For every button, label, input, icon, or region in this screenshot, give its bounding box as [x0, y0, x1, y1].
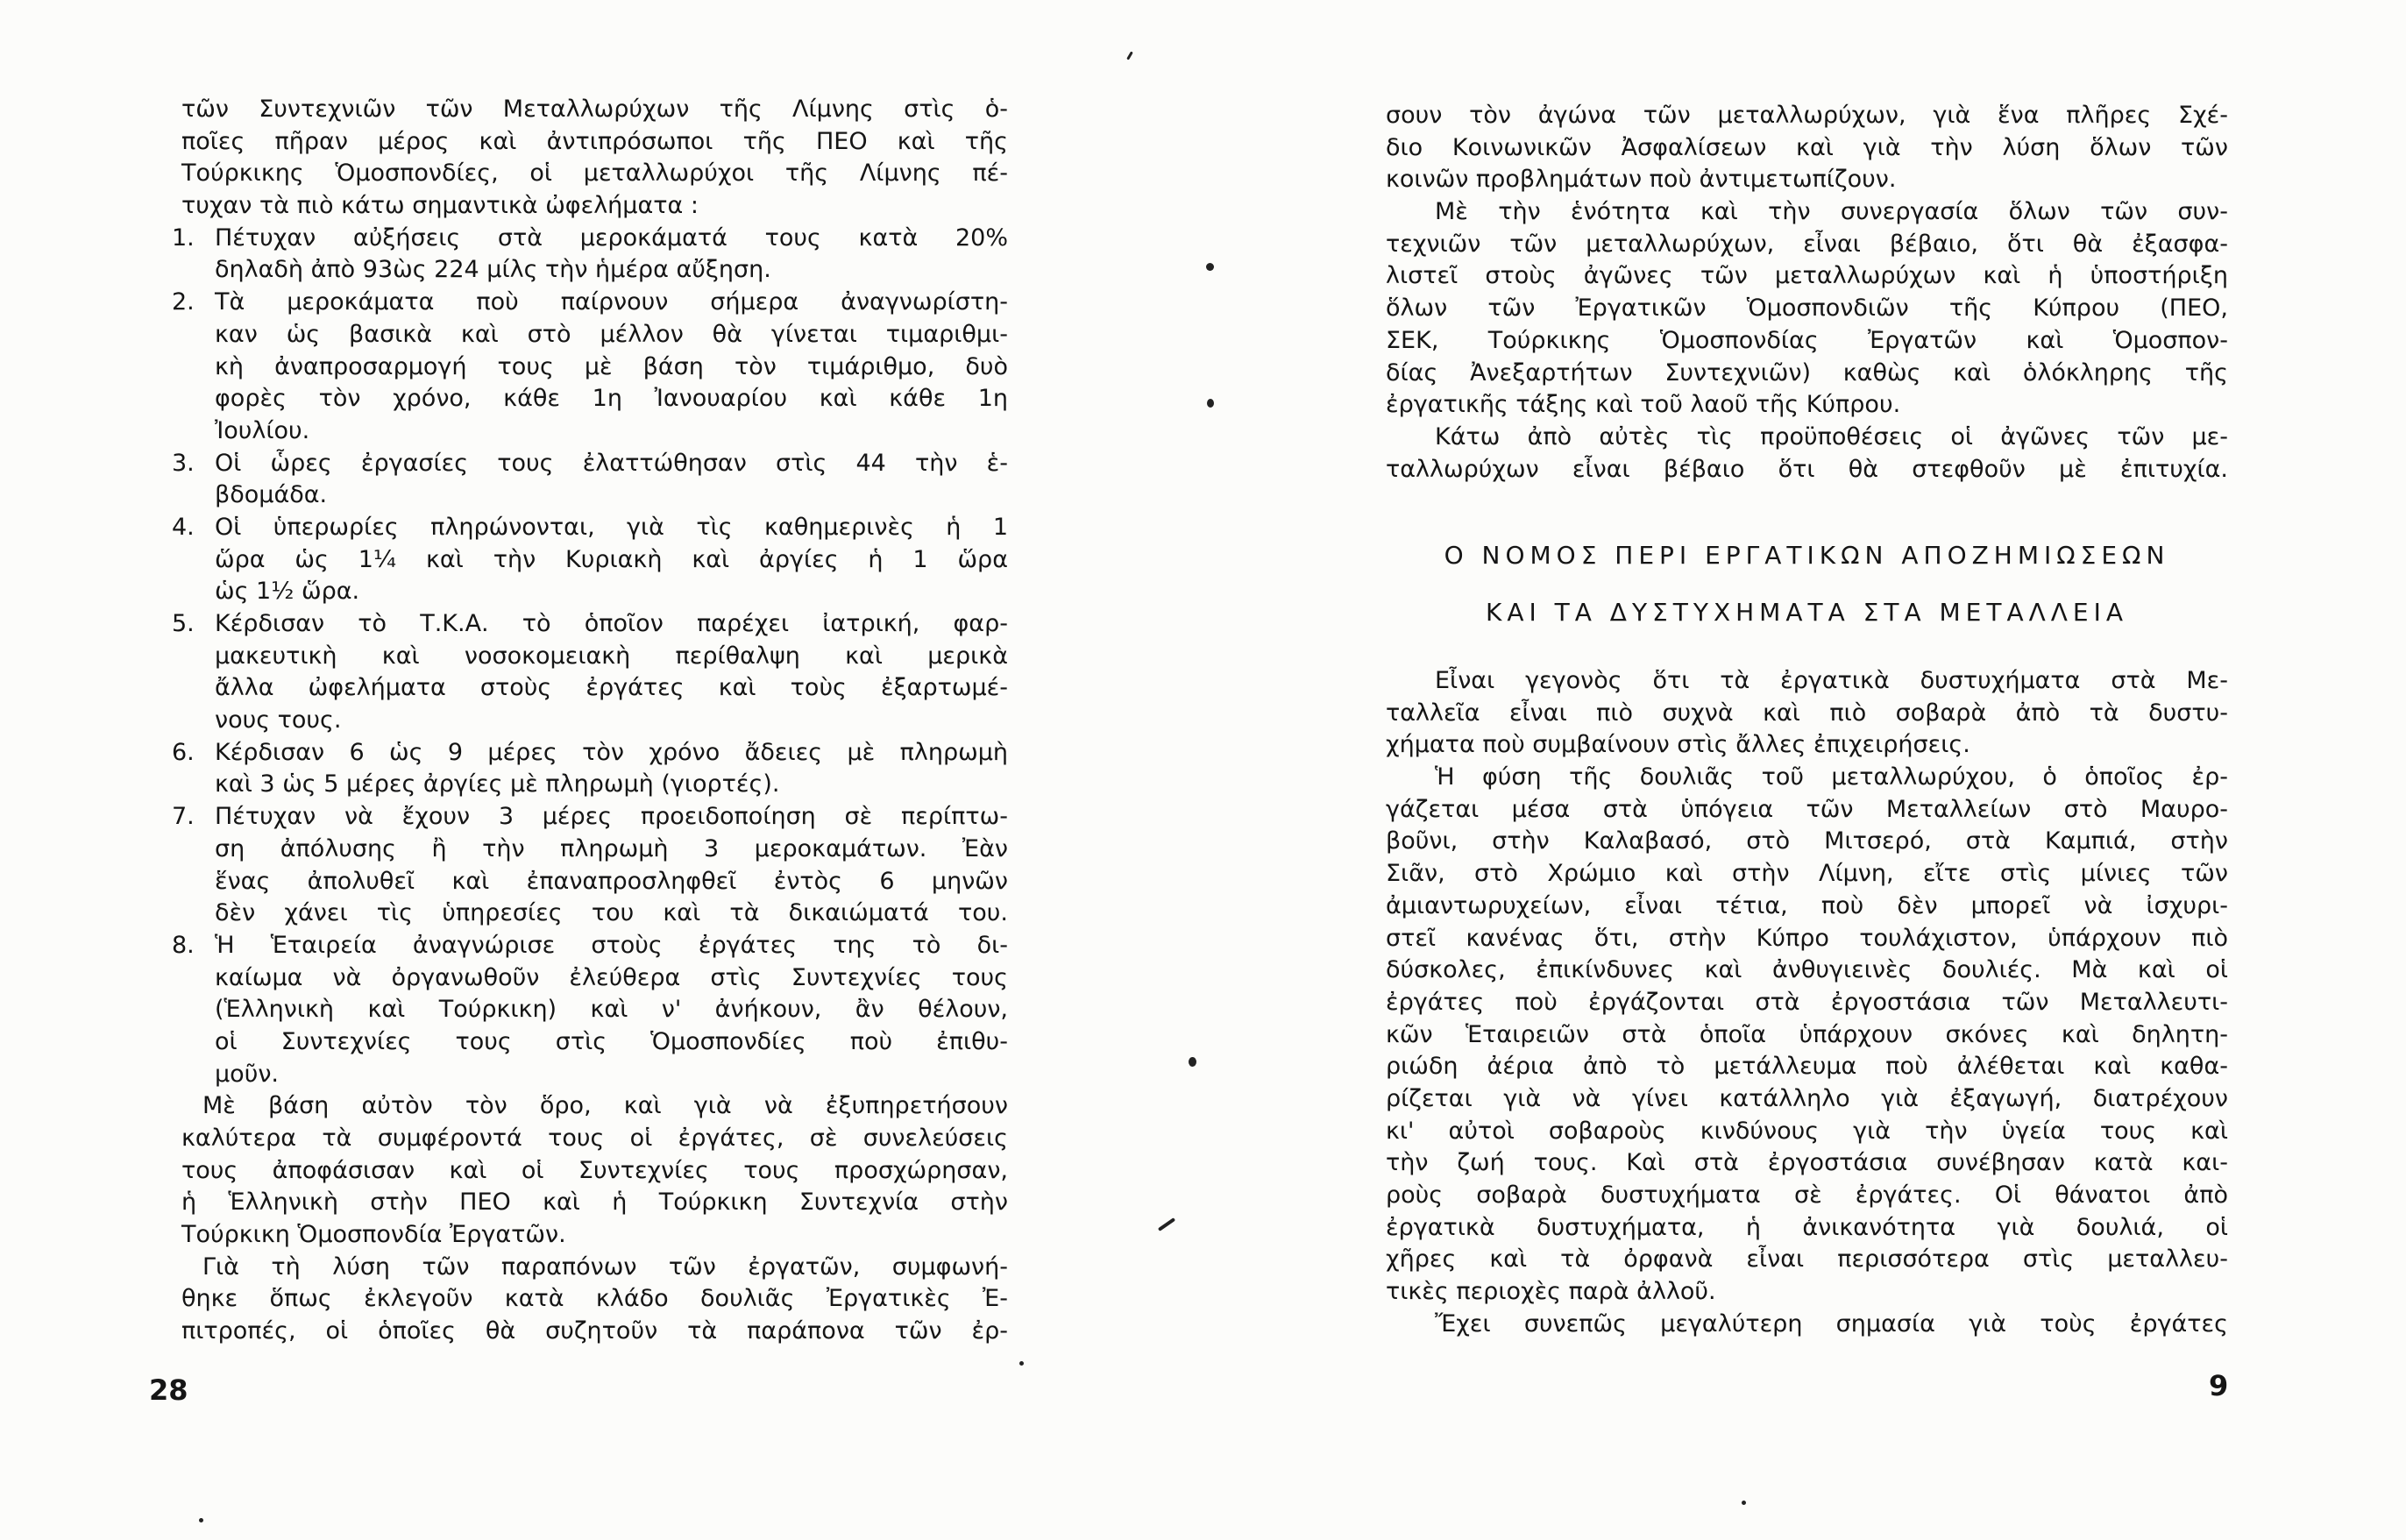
- text-line: δίας Ἀνεξαρτήτων Συντεχνιῶν) καθὼς καὶ ὁλόκληρης τῆς: [1386, 358, 2228, 387]
- paragraph: [1386, 196, 2228, 422]
- list-item-7: [172, 801, 1008, 930]
- text-line: Οἱ ὑπερωρίες πληρώνονται, γιὰ τὶς καθημερινὲς ἡ 1: [215, 513, 1008, 541]
- text-line: γάζεται μέσα στὰ ὑπόγεια τῶν Μεταλλείων στὸ Μαυρο-: [1386, 795, 2228, 823]
- text-line: χήματα ποὺ συμβαίνουν στὶς ἄλλες ἐπιχειρήσεις.: [1386, 731, 1970, 759]
- list-item-3: [172, 448, 1008, 512]
- section-heading-line: Ο ΝΟΜΟΣ ΠΕΡΙ ΕΡΓΑΤΙΚΩΝ ΑΠΟΖΗΜΙΩΣΕΩΝ: [1444, 541, 2170, 570]
- list-item-1: [172, 223, 1008, 287]
- text-line: νους τους.: [215, 706, 342, 735]
- right-page-column-top: [1386, 100, 2228, 486]
- text-line: λιστεῖ στοὺς ἀγῶνες τῶν μεταλλωρύχων καὶ ἡ ὑποστήριξη: [1386, 262, 2228, 290]
- list-item-number: 3.: [172, 449, 195, 477]
- text-line: ὡς 1½ ὥρα.: [215, 578, 360, 606]
- text-line: Πέτυχαν νὰ ἔχουν 3 μέρες προειδοποίηση σὲ περίπτω-: [215, 803, 1008, 831]
- text-line: Τούρκικη Ὁμοσπονδία Ἐργατῶν.: [181, 1221, 566, 1249]
- list-item-8: [172, 930, 1008, 1090]
- text-line: τους ἀποφάσισαν καὶ οἱ Συντεχνίες τους προσχώρησαν,: [181, 1156, 1008, 1184]
- text-line: δὲν χάνει τὶς ὑπηρεσίες του καὶ τὰ δικαιώματά του.: [215, 899, 1008, 927]
- text-line: Ἰουλίου.: [215, 416, 310, 444]
- text-line: κῶν Ἑταιρειῶν στὰ ὁποῖα ὑπάρχουν σκόνες καὶ δηλητη-: [1386, 1020, 2228, 1048]
- text-line: στεῖ κανένας ὅτι, στὴν Κύπρο τουλάχιστον, ὑπάρχουν πιὸ: [1386, 924, 2228, 952]
- list-item-5: [172, 608, 1008, 737]
- list-item-number: 1.: [172, 224, 195, 252]
- list-item-number: 2.: [172, 288, 195, 316]
- text-line: Κέρδισαν τὸ Τ.Κ.Α. τὸ ὁποῖον παρέχει ἰατρική, φαρ-: [215, 610, 1008, 637]
- text-line: δηλαδὴ ἀπὸ 93ὼς 224 μίλς τὴν ἡμέρα αὔξηση.: [215, 256, 771, 284]
- text-line: ρίζεται γιὰ νὰ γίνει κατάλληλο γιὰ ἐξαγωγή, διατρέχουν: [1386, 1084, 2228, 1112]
- text-line: Ἡ Ἑταιρεία ἀναγνώρισε στοὺς ἐργάτες της τὸ δι-: [215, 931, 1008, 959]
- scan-speck: [1019, 1361, 1024, 1366]
- paragraph: [1386, 762, 2228, 1309]
- text-line: Κάτω ἀπὸ αὐτὲς τὶς προϋποθέσεις οἱ ἀγῶνες τῶν με-: [1435, 422, 2228, 451]
- text-line: Ἔχει συνεπῶς μεγαλύτερη σημασία γιὰ τοὺς ἐργάτες: [1435, 1309, 2228, 1338]
- paragraph: [181, 1090, 1008, 1251]
- text-line: χῆρες καὶ τὰ ὀρφανὰ εἶναι περισσότερα στὶς μεταλλευ-: [1386, 1245, 2228, 1274]
- scan-speck: [1189, 1057, 1196, 1067]
- left-page-column: [172, 94, 1008, 1348]
- text-line: τεχνιῶν τῶν μεταλλωρύχων, εἶναι βέβαιο, ὅτι θὰ ἐξασφα-: [1386, 230, 2228, 258]
- list-item-number: 6.: [172, 738, 195, 766]
- text-line: ριώδη ἀέρια ἀπὸ τὸ μετάλλευμα ποὺ ἀλέθεται καὶ καθα-: [1386, 1053, 2228, 1081]
- list-item-number: 4.: [172, 513, 195, 541]
- text-line: ταλλωρύχων εἶναι βέβαιο ὅτι θὰ στεφθοῦν μὲ ἐπιτυχία.: [1386, 455, 2228, 483]
- list-item-6: [172, 737, 1008, 801]
- text-line: φορὲς τὸν χρόνο, κάθε 1η Ἰανουαρίου καὶ κάθε 1η: [215, 385, 1008, 413]
- text-line: δύσκολες, ἐπικίνδυνες καὶ ἀνθυγιεινὲς δουλιές. Μὰ καὶ οἱ: [1386, 956, 2228, 984]
- text-line: Γιὰ τὴ λύση τῶν παραπόνων τῶν ἐργατῶν, συμφωνή-: [202, 1253, 1008, 1281]
- text-line: ση ἀπόλυσης ἢ τὴν πληρωμὴ 3 μεροκαμάτων. Ἐὰν: [215, 834, 1008, 862]
- intro-paragraph: [181, 94, 1008, 223]
- text-line: κοινῶν προβλημάτων ποὺ ἀντιμετωπίζουν.: [1386, 166, 1897, 194]
- list-item-number: 8.: [172, 931, 195, 959]
- text-line: ἕνας ἀπολυθεῖ καὶ ἐπαναπροσληφθεῖ ἐντὸς 6 μηνῶν: [215, 867, 1008, 895]
- text-line: Οἱ ὧρες ἐργασίες τους ἐλαττώθησαν στὶς 44 τὴν ἑ-: [215, 449, 1008, 477]
- text-line: μοῦν.: [215, 1060, 279, 1088]
- text-line: τῶν Συντεχνιῶν τῶν Μεταλλωρύχων τῆς Λίμνης στὶς ὁ-: [181, 96, 1008, 123]
- text-line: Ἡ φύση τῆς δουλιᾶς τοῦ μεταλλωρύχου, ὁ ὁποῖος ἐρ-: [1435, 763, 2228, 791]
- paragraph: [1386, 100, 2228, 196]
- list-item-4: [172, 512, 1008, 608]
- right-page-column-bottom: [1386, 665, 2228, 1340]
- text-line: ΣΕΚ, Τούρκικης Ὁμοσπονδίας Ἐργατῶν καὶ Ὁμοσπον-: [1386, 326, 2228, 354]
- text-line: διο Κοινωνικῶν Ἀσφαλίσεων καὶ γιὰ τὴν λύση ὅλων τῶν: [1386, 133, 2228, 161]
- page-number-right: 9: [2209, 1369, 2229, 1402]
- text-line: μακευτικὴ καὶ νοσοκομειακὴ περίθαλψη καὶ μερικὰ: [215, 642, 1008, 670]
- text-line: τὴν ζωή τους. Καὶ στὰ ἐργοστάσια συνέβησαν κατὰ και-: [1386, 1149, 2228, 1177]
- text-line: ταλλεῖα εἶναι πιὸ συχνὰ καὶ πιὸ σοβαρὰ ἀπὸ τὰ δυστυ-: [1386, 699, 2228, 727]
- text-line: καίωμα νὰ ὀργανωθοῦν ἐλεύθερα στὶς Συντεχνίες τους: [215, 963, 1008, 991]
- text-line: Εἶναι γεγονὸς ὅτι τὰ ἐργατικὰ δυστυχήματα στὰ Με-: [1435, 667, 2228, 694]
- paragraph: [1386, 665, 2228, 762]
- text-line: καν ὡς βασικὰ καὶ στὸ μέλλον θὰ γίνεται τιμαριθμι-: [215, 320, 1008, 348]
- text-line: Τούρκικης Ὁμοσπονδίες, οἱ μεταλλωρύχοι τῆς Λίμνης πέ-: [181, 160, 1008, 188]
- text-line: ὅλων τῶν Ἐργατικῶν Ὁμοσπονδιῶν τῆς Κύπρου (ΠΕΟ,: [1386, 295, 2228, 323]
- text-line: (Ἑλληνικὴ καὶ Τούρκικη) καὶ ν' ἀνήκουν, ἂν θέλουν,: [215, 996, 1008, 1024]
- section-heading: [1386, 527, 2228, 641]
- list-item-number: 5.: [172, 610, 195, 637]
- text-line: οἱ Συντεχνίες τους στὶς Ὁμοσπονδίες ποὺ ἐπιθυ-: [215, 1027, 1008, 1055]
- text-line: ἡ Ἑλληνικὴ στὴν ΠΕΟ καὶ ἡ Τούρκικη Συντεχνία στὴν: [181, 1189, 1008, 1217]
- text-line: κὴ ἀναπροσαρμογή τους μὲ βάση τὸν τιμάριθμο, δυὸ: [215, 352, 1008, 380]
- text-line: Μὲ τὴν ἑνότητα καὶ τὴν συνεργασία ὅλων τῶν συν-: [1435, 198, 2228, 226]
- paragraph: [1386, 422, 2228, 486]
- paragraph: [1386, 1309, 2228, 1341]
- section-heading-line: ΚΑΙ ΤΑ ΔΥΣΤΥΧΗΜΑΤΑ ΣΤΑ ΜΕΤΑΛΛΕΙΑ: [1485, 598, 2129, 627]
- text-line: Τὰ μεροκάματα ποὺ παίρνουν σήμερα ἀναγνωρίστη-: [215, 288, 1008, 316]
- scan-speck: [1206, 263, 1214, 271]
- text-line: θηκε ὅπως ἐκλεγοῦν κατὰ κλάδο δουλιᾶς Ἐργατικὲς Ἐ-: [181, 1285, 1008, 1313]
- scan-speck: [1126, 51, 1133, 60]
- text-line: βδομάδα.: [215, 481, 328, 509]
- text-line: Μὲ βάση αὐτὸν τὸν ὅρο, καὶ γιὰ νὰ ἐξυπηρετήσουν: [202, 1092, 1008, 1120]
- text-line: καὶ 3 ὡς 5 μέρες ἀργίες μὲ πληρωμὴ (γιορτές).: [215, 770, 780, 798]
- text-line: ἐργατικὰ δυστυχήματα, ἡ ἀνικανότητα γιὰ δουλιά, οἱ: [1386, 1213, 2228, 1241]
- text-line: βοῦνι, στὴν Καλαβασό, στὸ Μιτσερό, στὰ Καμπιά, στὴν: [1386, 827, 2228, 855]
- text-line: Σιᾶν, στὸ Χρώμιο καὶ στὴν Λίμνη, εἴτε στὶς μίνιες τῶν: [1386, 860, 2228, 888]
- text-line: καλύτερα τὰ συμφέροντά τους οἱ ἐργάτες, σὲ συνελεύσεις: [181, 1125, 1008, 1152]
- scan-speck: [1207, 399, 1214, 408]
- text-line: σουν τὸν ἀγώνα τῶν μεταλλωρύχων, γιὰ ἕνα πλῆρες Σχέ-: [1386, 102, 2228, 129]
- scan-speck: [1742, 1501, 1746, 1505]
- text-line: τυχαν τὰ πιὸ κάτω σημαντικὰ ὠφελήματα :: [181, 192, 699, 220]
- text-line: ποῖες πῆραν μέρος καὶ ἀντιπρόσωποι τῆς ΠΕΟ καὶ τῆς: [181, 127, 1008, 155]
- list-item-2: [172, 287, 1008, 447]
- list-item-number: 7.: [172, 803, 195, 831]
- paragraph: [181, 1252, 1008, 1348]
- text-line: ροὺς σοβαρὰ δυστυχήματα σὲ ἐργάτες. Οἱ θάνατοι ἀπὸ: [1386, 1182, 2228, 1209]
- page-number-left: 28: [149, 1373, 188, 1407]
- scan-speck: [199, 1518, 203, 1522]
- text-line: Κέρδισαν 6 ὡς 9 μέρες τὸν χρόνο ἄδειες μὲ πληρωμὴ: [215, 738, 1008, 766]
- text-line: πιτροπές, οἱ ὁποῖες θὰ συζητοῦν τὰ παράπονα τῶν ἐρ-: [181, 1317, 1008, 1345]
- text-line: ὥρα ὡς 1¼ καὶ τὴν Κυριακὴ καὶ ἀργίες ἡ 1 ὥρα: [215, 545, 1008, 573]
- text-line: Πέτυχαν αὐξήσεις στὰ μεροκάματά τους κατὰ 20%: [215, 224, 1008, 252]
- text-line: ἐργατικῆς τάξης καὶ τοῦ λαοῦ τῆς Κύπρου.: [1386, 391, 1901, 419]
- text-line: ἄλλα ὠφελήματα στοὺς ἐργάτες καὶ τοὺς ἐξαρτωμέ-: [215, 674, 1008, 702]
- text-line: κι' αὐτοὶ σοβαροὺς κινδύνους γιὰ τὴν ὑγεία τους καὶ: [1386, 1117, 2228, 1145]
- text-line: τικὲς περιοχὲς παρὰ ἀλλοῦ.: [1386, 1278, 1716, 1306]
- text-line: ἐργάτες ποὺ ἐργάζονται στὰ ἐργοστάσια τῶν Μεταλλευτι-: [1386, 988, 2228, 1016]
- scan-speck: [1158, 1217, 1175, 1231]
- text-line: ἀμιαντωρυχείων, εἶναι τέτια, ποὺ δὲν μπορεῖ νὰ ἰσχυρι-: [1386, 891, 2228, 919]
